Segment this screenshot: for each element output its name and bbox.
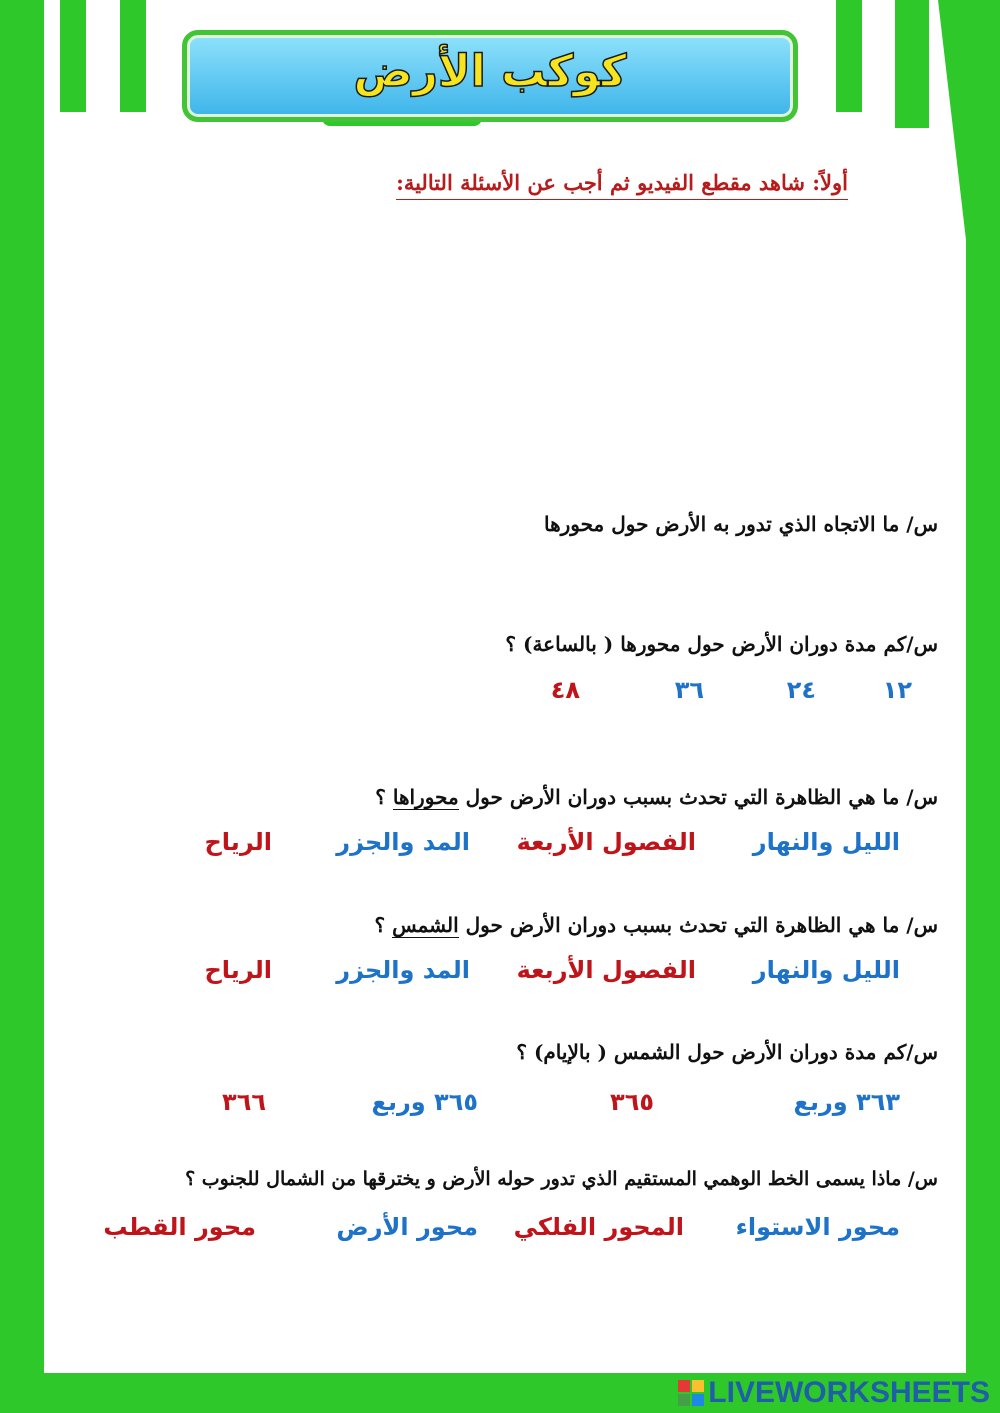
q2-option-4[interactable]: ٤٨ — [550, 676, 580, 704]
question-3-end: ؟ — [375, 785, 393, 809]
question-4-underlined: الشمس — [392, 913, 459, 937]
frame-stripe — [60, 0, 86, 112]
q3-option-2[interactable]: الفصول الأربعة — [516, 828, 696, 856]
question-3-underlined: محوراها — [392, 785, 459, 809]
q4-option-2[interactable]: الفصول الأربعة — [516, 956, 696, 984]
question-5: س/كم مدة دوران الأرض حول الشمس ( بالإيام) ؟ — [516, 1040, 938, 1064]
page-title: كوكب الأرض — [353, 46, 627, 97]
q3-option-4[interactable]: الرياح — [204, 828, 272, 856]
question-4-text: س/ ما هي الظاهرة التي تحدث بسبب دوران الأرض حول — [458, 913, 938, 937]
q4-option-3[interactable]: المد والجزر — [336, 956, 470, 984]
q3-option-1[interactable]: الليل والنهار — [752, 828, 900, 856]
question-2: س/كم مدة دوران الأرض حول محورها ( بالساعة) ؟ — [505, 632, 938, 656]
logo-grid-icon — [678, 1380, 704, 1406]
q5-option-1[interactable]: ٣٦٣ وربع — [793, 1088, 900, 1116]
q6-option-2[interactable]: المحور الفلكي — [513, 1213, 684, 1241]
question-1: س/ ما الاتجاه الذي تدور به الأرض حول محورها — [544, 512, 938, 536]
frame-left-border — [0, 0, 44, 1413]
frame-stripe — [895, 0, 929, 128]
question-6: س/ ماذا يسمى الخط الوهمي المستقيم الذي تدور حوله الأرض و يخترقها من الشمال للجنوب ؟ — [185, 1168, 938, 1190]
question-4 — [375, 913, 938, 937]
q5-option-2[interactable]: ٣٦٥ — [610, 1088, 654, 1116]
q2-option-1[interactable]: ١٢ — [882, 676, 912, 704]
frame-stripe — [836, 0, 862, 112]
frame-wedge — [938, 0, 966, 240]
liveworksheets-logo[interactable] — [678, 1376, 990, 1410]
question-3 — [375, 785, 938, 809]
q3-option-3[interactable]: المد والجزر — [336, 828, 470, 856]
q2-option-2[interactable]: ٢٤ — [786, 676, 816, 704]
q5-option-3[interactable]: ٣٦٥ وربع — [371, 1088, 478, 1116]
q6-option-3[interactable]: محور الأرض — [336, 1213, 478, 1241]
logo-brand-text: LIVEWORKSHEETS — [708, 1376, 990, 1409]
q2-option-3[interactable]: ٣٦ — [674, 676, 704, 704]
question-3-text: س/ ما هي الظاهرة التي تحدث بسبب دوران الأرض حول — [458, 785, 938, 809]
frame-right-border — [966, 0, 1000, 1413]
q4-option-1[interactable]: الليل والنهار — [752, 956, 900, 984]
instruction-text: أولاً: شاهد مقطع الفيديو ثم أجب عن الأسئلة التالية: — [396, 170, 848, 200]
q5-option-4[interactable]: ٣٦٦ — [222, 1088, 266, 1116]
question-4-end: ؟ — [374, 913, 393, 937]
q6-option-4[interactable]: محور القطب — [103, 1213, 256, 1241]
q6-option-1[interactable]: محور الاستواء — [735, 1213, 900, 1241]
q4-option-4[interactable]: الرياح — [204, 956, 272, 984]
frame-stripe — [120, 0, 146, 112]
